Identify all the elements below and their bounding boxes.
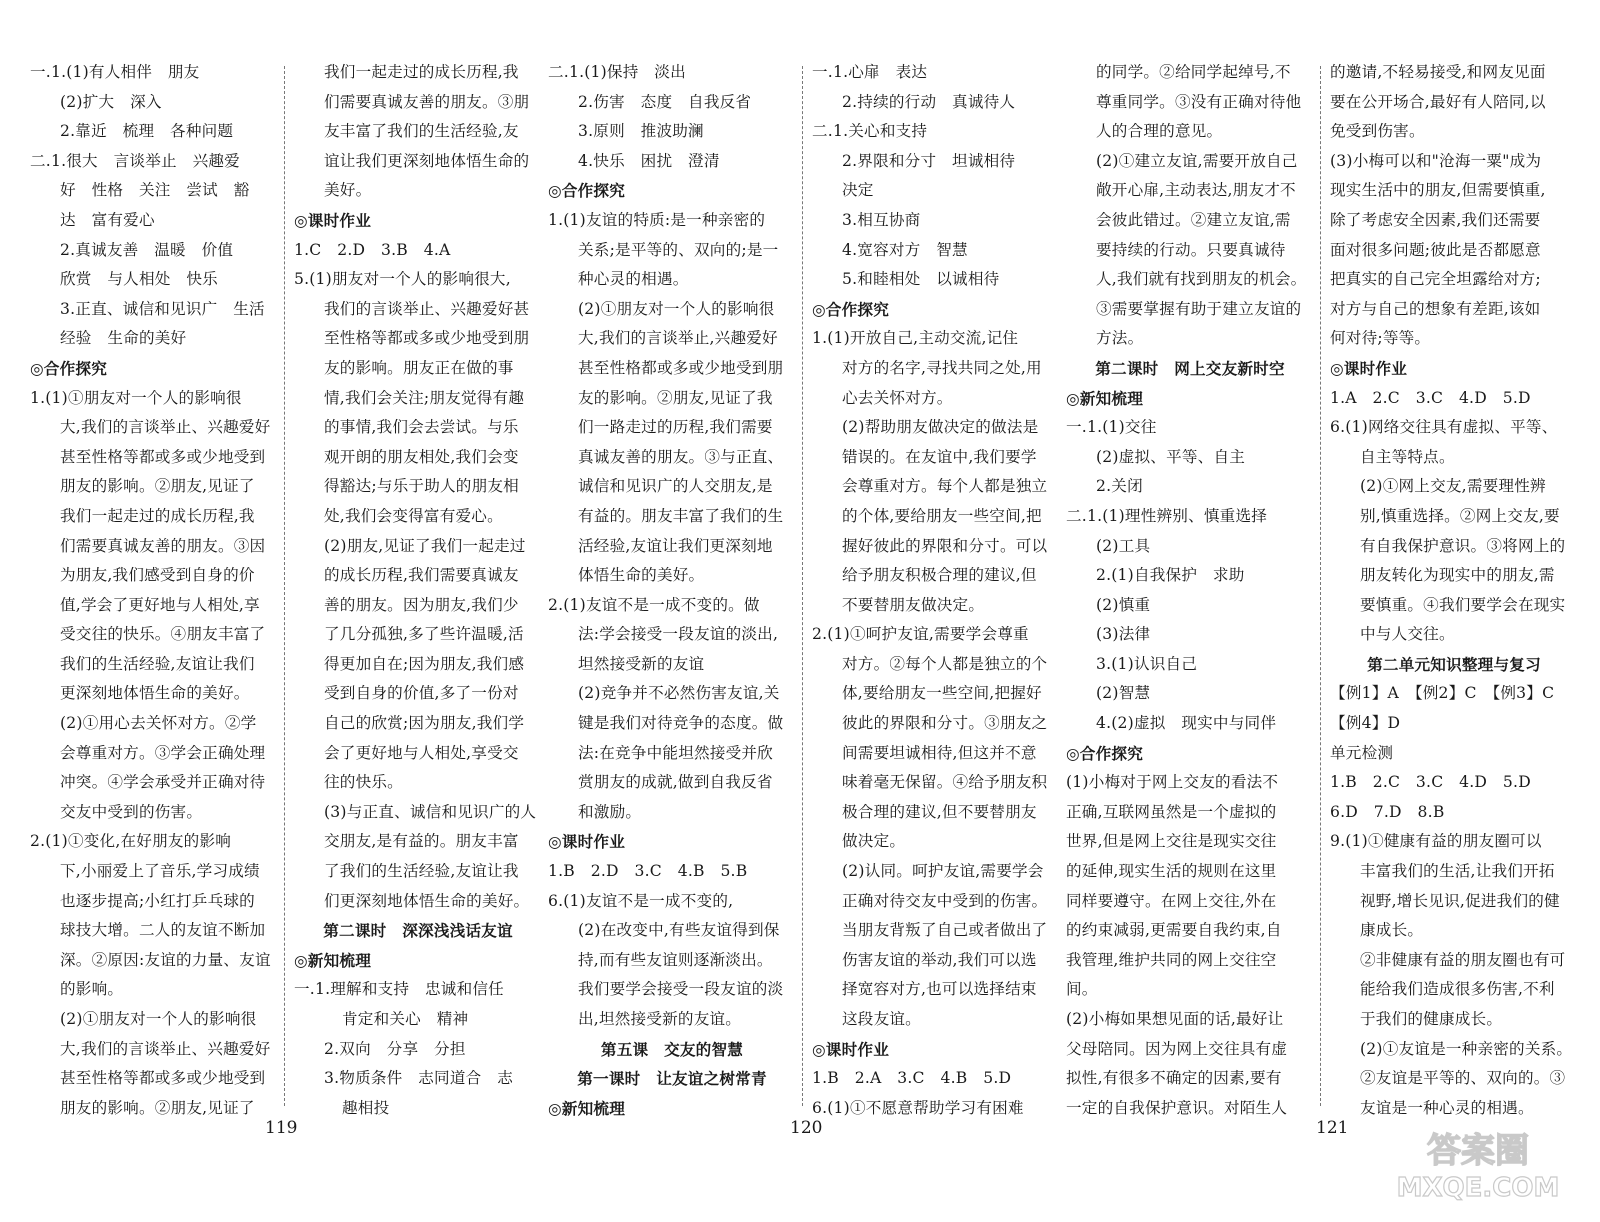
answer-line: 对方。②每个人都是独立的个 <box>842 654 1048 673</box>
answer-line: 二.1.关心和支持 <box>812 122 928 141</box>
answer-line: 3.正直、诚信和见识广 生活 <box>60 299 265 318</box>
answer-line: 下,小丽爱上了音乐,学习成绩 <box>60 862 260 881</box>
answer-line: 做决定。 <box>842 832 906 851</box>
answer-line: 错误的。在友谊中,我们要学 <box>842 447 1037 466</box>
answer-line: 会了更好地与人相处,享受交 <box>324 743 519 762</box>
answer-line: 会尊重对方。③学会正确处理 <box>60 743 266 762</box>
answer-line: 3.相互协商 <box>842 210 921 229</box>
answer-line: 得豁达;与乐于助人的朋友相 <box>324 477 519 496</box>
answer-line: 出,坦然接受新的友谊。 <box>578 1010 742 1028</box>
answer-line: 会彼此错过。②建立友谊,需 <box>1096 210 1291 229</box>
column-divider <box>1320 66 1321 1106</box>
answer-line: 1.(1)开放自己,主动交流,记住 <box>812 329 1019 348</box>
answer-line: 6.(1)网络交往具有虚拟、平等、 <box>1330 418 1558 437</box>
answer-line: 赏朋友的成就,做到自我反省 <box>578 773 773 792</box>
answer-line: (2)①朋友对一个人的影响很 <box>578 299 775 318</box>
answer-line: 一.1.理解和支持 忠诚和信任 <box>294 980 504 999</box>
answer-line: (2)帮助朋友做决定的做法是 <box>842 418 1039 437</box>
section-marker: ◎合作探究 <box>812 299 889 319</box>
answer-line: 朋友的影响。②朋友,见证了 <box>60 477 255 496</box>
page-number: 119 <box>265 1118 298 1138</box>
answer-line: 2.界限和分寸 坦诚相待 <box>842 151 1016 170</box>
answer-line: 丰富我们的生活,让我们开拓 <box>1360 862 1555 881</box>
answer-line: 2.(1)友谊不是一成不变的。做 <box>548 595 760 614</box>
answer-line: 甚至性格都或多或少地受到朋 <box>578 358 784 377</box>
answer-line: 9.(1)①健康有益的朋友圈可以 <box>1330 832 1542 851</box>
answer-line: ②非健康有益的朋友圈也有可 <box>1360 950 1566 969</box>
answer-line: 康成长。 <box>1360 921 1424 940</box>
answer-line: 4.宽容对方 智慧 <box>842 240 968 259</box>
answer-line: 1.B 2.D 3.C 4.B 5.B <box>548 862 748 881</box>
answer-line: 处,我们会变得富有爱心。 <box>324 506 503 525</box>
watermark-line2: MXQE.COM <box>1396 1173 1560 1203</box>
answer-line: 二.1.(1)理性辨别、慎重选择 <box>1066 506 1268 525</box>
section-heading: 第二单元知识整理与复习 <box>1367 654 1541 674</box>
answer-line: 善的朋友。因为朋友,我们少 <box>324 595 519 614</box>
answer-line: 趣相投 <box>342 1098 390 1117</box>
section-marker: ◎合作探究 <box>548 181 625 201</box>
answer-line: 肯定和关心 精神 <box>342 1010 469 1028</box>
section-heading: 第二课时 深深浅浅话友谊 <box>323 921 513 941</box>
answer-line: 人的合理的意见。 <box>1096 122 1223 141</box>
answer-line: 谊让我们更深刻地体悟生命的 <box>324 151 530 170</box>
section-marker: ◎课时作业 <box>294 210 371 230</box>
answer-line: 2.伤害 态度 自我反省 <box>578 92 752 111</box>
answer-line: 2.持续的行动 真诚待人 <box>842 92 1016 111</box>
answer-line: 我们要学会接受一段友谊的淡 <box>578 980 784 999</box>
column-divider <box>284 66 285 1106</box>
answer-line: 了几分孤独,多了些许温暖,活 <box>324 625 524 644</box>
answer-line: 何对待;等等。 <box>1330 329 1431 348</box>
answer-line: 2.真诚友善 温暖 价值 <box>60 240 234 259</box>
answer-page <box>1066 58 1596 1158</box>
answer-line: 往的快乐。 <box>324 773 403 792</box>
answer-line: 世界,但是网上交往是现实交往 <box>1066 832 1277 851</box>
answer-line: 5.(1)朋友对一个人的影响很大, <box>294 270 511 289</box>
answer-line: 球技大增。二人的友谊不断加 <box>60 921 266 940</box>
answer-line: (2)智慧 <box>1096 684 1151 703</box>
answer-line: 受交往的快乐。④朋友丰富了 <box>60 625 266 644</box>
answer-line: (2)认同。呵护友谊,需要学会 <box>842 862 1044 881</box>
answer-line: 方法。 <box>1096 329 1144 348</box>
answer-line: 3.(1)认识自己 <box>1096 654 1198 673</box>
answer-line: 不要替朋友做决定。 <box>842 595 985 614</box>
answer-line: 单元检测 <box>1330 743 1394 762</box>
answer-line: 1.C 2.D 3.B 4.A <box>294 240 451 259</box>
answer-line: 于我们的健康成长。 <box>1360 1010 1503 1028</box>
answer-line: 活经验,友谊让我们更深刻地 <box>578 536 773 555</box>
answer-line: 正确对待交友中受到的伤害。 <box>842 891 1048 910</box>
answer-line: 有自我保护意识。③将网上的 <box>1360 536 1566 555</box>
answer-line: 1.(1)①朋友对一个人的影响很 <box>30 388 242 407</box>
answer-line: 了我们的生活经验,友谊让我 <box>324 862 519 881</box>
answer-line: 3.原则 推波助澜 <box>578 122 704 141</box>
answer-line: 体悟生命的美好。 <box>578 566 705 585</box>
answer-page <box>548 58 1078 1158</box>
answer-line: 的延伸,现实生活的规则在这里 <box>1066 862 1277 881</box>
watermark-logo <box>1378 1124 1578 1204</box>
column-divider <box>802 66 803 1106</box>
answer-line: 彼此的界限和分寸。③朋友之 <box>842 714 1048 733</box>
answer-line: 持,而有些友谊则逐渐淡出。 <box>578 950 773 969</box>
answer-line: 心去关怀对方。 <box>842 388 953 407</box>
answer-line: 除了考虑安全因素,我们还需要 <box>1330 210 1541 229</box>
answer-line: 达 富有爱心 <box>60 210 155 229</box>
answer-line: 二.1.(1)保持 淡出 <box>548 63 686 81</box>
answer-line: 对方的名字,寻找共同之处,用 <box>842 358 1042 377</box>
watermark-line1: 答案圈 <box>1427 1131 1529 1171</box>
answer-line: 要在公开场合,最好有人陪同,以 <box>1330 92 1546 111</box>
answer-line: 免受到伤害。 <box>1330 122 1425 141</box>
answer-line: 好 性格 关注 尝试 豁 <box>60 181 250 200</box>
answer-line: 得更加自在;因为朋友,我们感 <box>324 654 525 673</box>
answer-line: (2)①友谊是一种亲密的关系。 <box>1360 1039 1573 1058</box>
answer-line: 的成长历程,我们需要真诚友 <box>324 566 519 585</box>
answer-line: 【例4】D <box>1330 714 1401 733</box>
answer-line: 情,我们会关注;朋友觉得有趣 <box>324 388 525 407</box>
answer-line: 也逐步提高;小红打乒乓球的 <box>60 891 255 910</box>
answer-line: ③需要掌握有助于建立友谊的 <box>1096 299 1302 318</box>
answer-line: 6.(1)友谊不是一成不变的, <box>548 891 734 910</box>
answer-line: 冲突。④学会承受并正确对待 <box>60 773 266 792</box>
answer-line: 甚至性格等都或多或少地受到 <box>60 1069 266 1088</box>
column-right <box>1330 58 1578 1148</box>
section-marker: ◎新知梳理 <box>548 1098 625 1118</box>
answer-line: 美好。 <box>324 181 372 200</box>
answer-line: 敞开心扉,主动表达,朋友才不 <box>1096 181 1296 200</box>
answer-line: 交友中受到的伤害。 <box>60 802 203 821</box>
answer-line: (2)①朋友对一个人的影响很 <box>60 1010 257 1028</box>
section-heading: 第一课时 让友谊之树常青 <box>577 1069 767 1089</box>
column-left <box>30 58 278 1148</box>
answer-line: 友谊是一种心灵的相遇。 <box>1360 1098 1534 1117</box>
answer-line: 这段友谊。 <box>842 1010 921 1028</box>
answer-line: 2.(1)①呵护友谊,需要学会尊重 <box>812 625 1029 644</box>
answer-line: 朋友转化为现实中的朋友,需 <box>1360 566 1555 585</box>
answer-line: 为朋友,我们感受到自身的价 <box>60 566 255 585</box>
answer-line: 间需要坦诚相待,但这并不意 <box>842 743 1037 762</box>
answer-line: 别,慎重选择。②网上交友,要 <box>1360 506 1560 525</box>
answer-line: 2.双向 分享 分担 <box>324 1039 466 1058</box>
answer-line: 3.物质条件 志同道合 志 <box>324 1069 514 1088</box>
answer-line: 的个体,要给朋友一些空间,把 <box>842 506 1042 525</box>
answer-line: 我们一起走过的成长历程,我 <box>60 506 255 525</box>
answer-line: 真诚友善的朋友。③与正直、 <box>578 447 784 466</box>
answer-line: 会尊重对方。每个人都是独立 <box>842 477 1048 496</box>
answer-line: 要慎重。④我们要学会在现实 <box>1360 595 1566 614</box>
answer-line: 要持续的行动。只要真诚待 <box>1096 240 1286 259</box>
answer-line: 一.1.心扉 表达 <box>812 63 928 81</box>
answer-line: 坦然接受新的友谊 <box>578 654 705 673</box>
answer-line: 【例1】A 【例2】C 【例3】C <box>1330 684 1555 703</box>
answer-line: 朋友的影响。②朋友,见证了 <box>60 1098 255 1117</box>
answer-line: 2.靠近 梳理 各种问题 <box>60 122 234 141</box>
answer-line: 给予朋友积极合理的建议,但 <box>842 566 1037 585</box>
answer-line: 自主等特点。 <box>1360 447 1455 466</box>
column-right <box>812 58 1060 1148</box>
answer-line: (3)与正直、诚信和见识广的人 <box>324 802 537 821</box>
answer-line: 值,学会了更好地与人相处,享 <box>60 595 260 614</box>
column-left <box>1066 58 1314 1148</box>
answer-line: 极合理的建议,但不要替朋友 <box>842 802 1037 821</box>
answer-line: 尊重同学。③没有正确对待他 <box>1096 92 1302 111</box>
answer-line: (2)小梅如果想见面的话,最好让 <box>1066 1010 1284 1028</box>
page-number: 121 <box>1316 1118 1349 1138</box>
answer-line: 一.1.(1)有人相伴 朋友 <box>30 63 200 81</box>
answer-line: (2)扩大 深入 <box>60 92 162 111</box>
answer-line: 现实生活中的朋友,但需要慎重, <box>1330 181 1546 200</box>
column-left <box>548 58 796 1148</box>
answer-line: 握好彼此的界限和分寸。可以 <box>842 536 1048 555</box>
answer-line: 把真实的自己完全坦露给对方; <box>1330 270 1541 289</box>
answer-line: 父母陪同。因为网上交往具有虚 <box>1066 1039 1288 1058</box>
answer-line: 一定的自我保护意识。对陌生人 <box>1066 1098 1288 1117</box>
answer-line: 种心灵的相遇。 <box>578 270 689 289</box>
answer-line: 当朋友背叛了自己或者做出了 <box>842 921 1048 940</box>
section-heading: 第二课时 网上交友新时空 <box>1095 358 1285 378</box>
answer-line: 深。②原因:友谊的力量、友谊 <box>60 950 271 969</box>
answer-line: 一.1.(1)交往 <box>1066 418 1157 437</box>
section-heading: 第五课 交友的智慧 <box>600 1039 744 1059</box>
answer-line: 友的影响。朋友正在做的事 <box>324 358 514 377</box>
answer-line: 友丰富了我们的生活经验,友 <box>324 122 519 141</box>
answer-line: 二.1.很大 言谈举止 兴趣爱 <box>30 151 240 170</box>
answer-line: 伤害友谊的举动,我们可以选 <box>842 950 1037 969</box>
answer-line: (2)①建立友谊,需要开放自己 <box>1096 151 1298 170</box>
answer-line: (2)①网上交友,需要理性辨 <box>1360 477 1546 496</box>
answer-line: 的约束减弱,更需要自我约束,自 <box>1066 921 1282 940</box>
answer-line: 至性格等都或多或少地受到朋 <box>324 329 530 348</box>
column-right <box>294 58 542 1148</box>
section-marker: ◎合作探究 <box>30 358 107 378</box>
answer-line: 我们一起走过的成长历程,我 <box>324 63 519 81</box>
answer-line: 正确,互联网虽然是一个虚拟的 <box>1066 802 1277 821</box>
answer-line: 甚至性格等都或多或少地受到 <box>60 447 266 466</box>
answer-line: 间。 <box>1066 980 1098 999</box>
section-marker: ◎新知梳理 <box>1066 388 1143 408</box>
answer-line: ②友谊是平等的、双向的。③ <box>1360 1069 1566 1088</box>
answer-line: 的事情,我们会去尝试。与乐 <box>324 418 519 437</box>
answer-line: 更深刻地体悟生命的美好。 <box>60 684 250 703</box>
answer-line: 经验 生命的美好 <box>60 329 187 348</box>
answer-line: 人,我们就有找到朋友的机会。 <box>1096 270 1307 289</box>
answer-line: 择宽容对方,也可以选择结束 <box>842 980 1037 999</box>
answer-line: 诚信和见识广的人交朋友,是 <box>578 477 773 496</box>
answer-line: (2)①用心去关怀对方。②学 <box>60 714 257 733</box>
answer-line: 2.关闭 <box>1096 477 1143 496</box>
answer-line: 关系;是平等的、双向的;是一 <box>578 240 779 259</box>
answer-line: 的影响。 <box>60 980 124 999</box>
answer-line: 受到自身的价值,多了一份对 <box>324 684 519 703</box>
answer-page <box>30 58 560 1158</box>
answer-line: 大,我们的言谈举止,兴趣爱好 <box>578 329 778 348</box>
answer-line: 能给我们造成很多伤害,不利 <box>1360 980 1555 999</box>
answer-line: 键是我们对待竞争的态度。做 <box>578 714 784 733</box>
section-marker: ◎课时作业 <box>1330 358 1407 378</box>
answer-line: 的同学。②给同学起绰号,不 <box>1096 63 1291 81</box>
answer-line: (2)虚拟、平等、自主 <box>1096 447 1246 466</box>
answer-line: 我管理,维护共同的网上交往空 <box>1066 950 1277 969</box>
answer-line: 法:在竞争中能坦然接受并欣 <box>578 743 773 762</box>
answer-line: 有益的。朋友丰富了我们的生 <box>578 506 784 525</box>
answer-line: 6.(1)①不愿意帮助学习有困难 <box>812 1098 1024 1117</box>
answer-line: 6.D 7.D 8.B <box>1330 802 1445 821</box>
page-number: 120 <box>790 1118 823 1138</box>
answer-line: (2)工具 <box>1096 536 1151 555</box>
answer-line: 欣赏 与人相处 快乐 <box>60 270 218 289</box>
section-marker: ◎新知梳理 <box>294 950 371 970</box>
answer-line: 我们的生活经验,友谊让我们 <box>60 654 255 673</box>
answer-line: 2.(1)①变化,在好朋友的影响 <box>30 832 232 851</box>
answer-line: (1)小梅对于网上交友的看法不 <box>1066 773 1279 792</box>
answer-line: 们一路走过的历程,我们需要 <box>578 418 773 437</box>
answer-line: 对方与自己的想象有差距,该如 <box>1330 299 1541 318</box>
answer-line: 视野,增长见识,促进我们的健 <box>1360 891 1560 910</box>
answer-line: 中与人交往。 <box>1360 625 1455 644</box>
answer-line: 交朋友,是有益的。朋友丰富 <box>324 832 519 851</box>
answer-line: 面对很多问题;彼此是否都愿意 <box>1330 240 1541 259</box>
section-marker: ◎课时作业 <box>548 832 625 852</box>
answer-line: 同样要遵守。在网上交往,外在 <box>1066 891 1277 910</box>
section-marker: ◎课时作业 <box>812 1039 889 1059</box>
answer-line: 5.和睦相处 以诚相待 <box>842 270 1000 289</box>
answer-line: 体,要给朋友一些空间,把握好 <box>842 684 1042 703</box>
answer-line: 的邀请,不轻易接受,和网友见面 <box>1330 63 1546 81</box>
answer-line: 们更深刻地体悟生命的美好。 <box>324 891 530 910</box>
answer-line: 大,我们的言谈举止、兴趣爱好 <box>60 1039 271 1058</box>
answer-line: 4.快乐 困扰 澄清 <box>578 151 720 170</box>
answer-line: 我们的言谈举止、兴趣爱好甚 <box>324 299 530 318</box>
answer-line: 友的影响。②朋友,见证了我 <box>578 388 773 407</box>
section-marker: ◎合作探究 <box>1066 743 1143 763</box>
answer-line: 们需要真诚友善的朋友。③因 <box>60 536 266 555</box>
answer-line: 决定 <box>842 181 874 200</box>
answer-line: (3)小梅可以和"沧海一粟"成为 <box>1330 151 1542 170</box>
answer-line: (2)慎重 <box>1096 595 1151 614</box>
answer-line: 拟性,有很多不确定的因素,要有 <box>1066 1069 1282 1088</box>
answer-line: 1.B 2.C 3.C 4.D 5.D <box>1330 773 1531 792</box>
answer-line: 们需要真诚友善的朋友。③朋 <box>324 92 530 111</box>
answer-line: 味着毫无保留。④给予朋友积 <box>842 773 1048 792</box>
answer-line: 自己的欣赏;因为朋友,我们学 <box>324 714 525 733</box>
answer-line: 1.A 2.C 3.C 4.D 5.D <box>1330 388 1531 407</box>
answer-line: (2)朋友,见证了我们一起走过 <box>324 536 526 555</box>
answer-line: 和激励。 <box>578 802 642 821</box>
answer-line: 大,我们的言谈举止、兴趣爱好 <box>60 418 271 437</box>
answer-line: 4.(2)虚拟 现实中与同伴 <box>1096 714 1277 733</box>
answer-line: 1.B 2.A 3.C 4.B 5.D <box>812 1069 1012 1088</box>
answer-line: (2)在改变中,有些友谊得到保 <box>578 921 780 940</box>
answer-line: 1.(1)友谊的特质:是一种亲密的 <box>548 210 766 229</box>
answer-line: 观开朗的朋友相处,我们会变 <box>324 447 519 466</box>
answer-line: (3)法律 <box>1096 625 1151 644</box>
answer-line: (2)竞争并不必然伤害友谊,关 <box>578 684 780 703</box>
answer-line: 2.(1)自我保护 求助 <box>1096 566 1245 585</box>
answer-line: 法:学会接受一段友谊的淡出, <box>578 625 779 644</box>
